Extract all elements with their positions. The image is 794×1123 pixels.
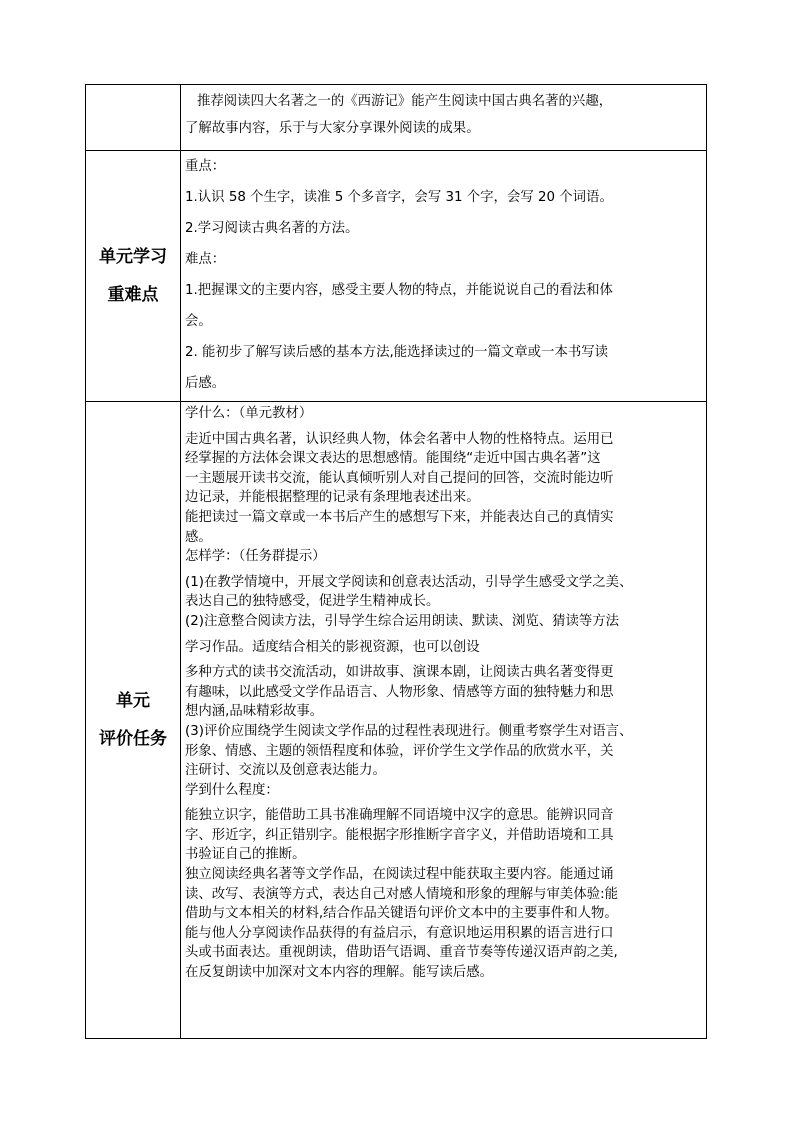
evaluation-task-cell	[181, 402, 707, 1039]
paragraph-line: 能独立识字，能借助工具书准确理解不同语境中汉字的意思。能辨识同音	[185, 808, 614, 824]
paragraph-line: (2)注意整合阅读方法，引导学生综合运用朗读、默读、浏览、猜读等方法	[185, 613, 620, 629]
paragraph-line: 边记录，并能根据整理的记录有条理地表述出来。	[185, 490, 480, 506]
paragraph-line: 想内涵,品味精彩故事。	[185, 704, 324, 720]
paragraph-line: 2. 能初步了解写读后感的基本方法,能选择读过的一篇文章或一本书写读	[185, 345, 609, 360]
paragraph-line: 字、形近字，纠正错别字。能根据字形推断字音字义，并借助语境和工具	[185, 827, 614, 843]
paragraph-line: 经掌握的方法体会课文表达的思想感情。能围绕“走近中国古典名著”这	[185, 451, 601, 467]
paragraph-line: 一主题展开读书交流，能认真倾听别人对自己提问的回答，交流时能边听	[185, 470, 614, 486]
label-line: 单元	[116, 691, 150, 711]
paragraph-line: 1.认识 58 个生字，读准 5 个多音字，会写 31 个字，会写 20 个词语。	[185, 190, 613, 205]
paragraph-line: 能与他人分享阅读作品获得的有益启示，有意识地运用积累的语言进行口	[185, 925, 614, 941]
label-line: 重难点	[107, 285, 159, 305]
evaluation-task-row	[86, 402, 707, 1039]
paragraph-line: 读、改写、表演等方式，表达自己对感人情境和形象的理解与审美体验:能	[185, 886, 619, 902]
paragraph-line: 能把读过一篇文章或一本书后产生的感想写下来，并能表达自己的真情实	[185, 509, 614, 525]
paragraph-line: 推荐阅读四大名著之一的《西游记》能产生阅读中国古典名著的兴趣，	[197, 94, 613, 109]
section-heading: 学到什么程度：	[185, 782, 279, 798]
paragraph-line: 感。	[185, 529, 212, 545]
paragraph-line: 会。	[185, 314, 212, 329]
paragraph-line: 注研讨、交流以及创意表达能力。	[185, 763, 386, 779]
paragraph-line: 借助与文本相关的材料,结合作品关键语句评价文本中的主要事件和人物。	[185, 906, 618, 922]
paragraph-line: 表达自己的独特感受，促进学生精神成长。	[185, 594, 440, 610]
lesson-plan-table	[85, 84, 707, 1039]
paragraph-line: 多种方式的读书交流活动，如讲故事、演课本剧，让阅读古典名著变得更	[185, 665, 614, 681]
paragraph-line: 在反复朗读中加深对文本内容的理解。能写读后感。	[185, 965, 493, 981]
section-heading: 学什么：（单元教材）	[185, 406, 313, 421]
reading-recommendation-cell	[181, 85, 707, 151]
paragraph-line: 学习作品。适度结合相关的影视资源，也可以创设	[185, 639, 480, 655]
key-difficult-points-label	[86, 151, 181, 402]
paragraph-line: 书验证自己的推断。	[185, 847, 306, 863]
section-heading: 怎样学：（任务群提示）	[185, 549, 326, 565]
paragraph-line: (3)评价应围绕学生阅读文学作品的过程性表现进行。侧重考察学生对语言、	[185, 723, 633, 739]
key-difficult-points-cell	[181, 151, 707, 402]
paragraph-line: 难点：	[185, 252, 226, 267]
paragraph-line: 形象、情感、主题的领悟程度和体验，评价学生文学作品的欣赏水平，关	[185, 743, 614, 759]
paragraph-line: 2.学习阅读古典名著的方法。	[185, 221, 359, 236]
label-line: 单元学习	[99, 247, 167, 267]
paragraph-line: 头或书面表达。重视朗读，借助语气语调、重音节奏等传递汉语声韵之美,	[185, 945, 618, 961]
key-difficult-points-row	[86, 151, 707, 402]
paragraph-line: 后感。	[185, 376, 226, 391]
paragraph-line: 有趣味，以此感受文学作品语言、人物形象、情感等方面的独特魅力和思	[185, 684, 614, 700]
paragraph-line: 走近中国古典名著，认识经典人物，体会名著中人物的性格特点。运用已	[185, 431, 614, 447]
empty-label-cell	[86, 85, 181, 151]
paragraph-line: 了解故事内容，乐于与大家分享课外阅读的成果。	[185, 121, 480, 136]
paragraph-line: 重点：	[185, 159, 226, 174]
paragraph-line: (1)在教学情境中，开展文学阅读和创意表达活动，引导学生感受文学之美、	[185, 574, 633, 590]
paragraph-line: 1.把握课文的主要内容，感受主要人物的特点，并能说说自己的看法和体	[185, 283, 613, 298]
paragraph-line: 独立阅读经典名著等文学作品，在阅读过程中能获取主要内容。能通过诵	[185, 867, 614, 883]
evaluation-task-label	[86, 402, 181, 1039]
reading-recommendation-row	[86, 85, 707, 151]
label-line: 评价任务	[99, 729, 167, 749]
